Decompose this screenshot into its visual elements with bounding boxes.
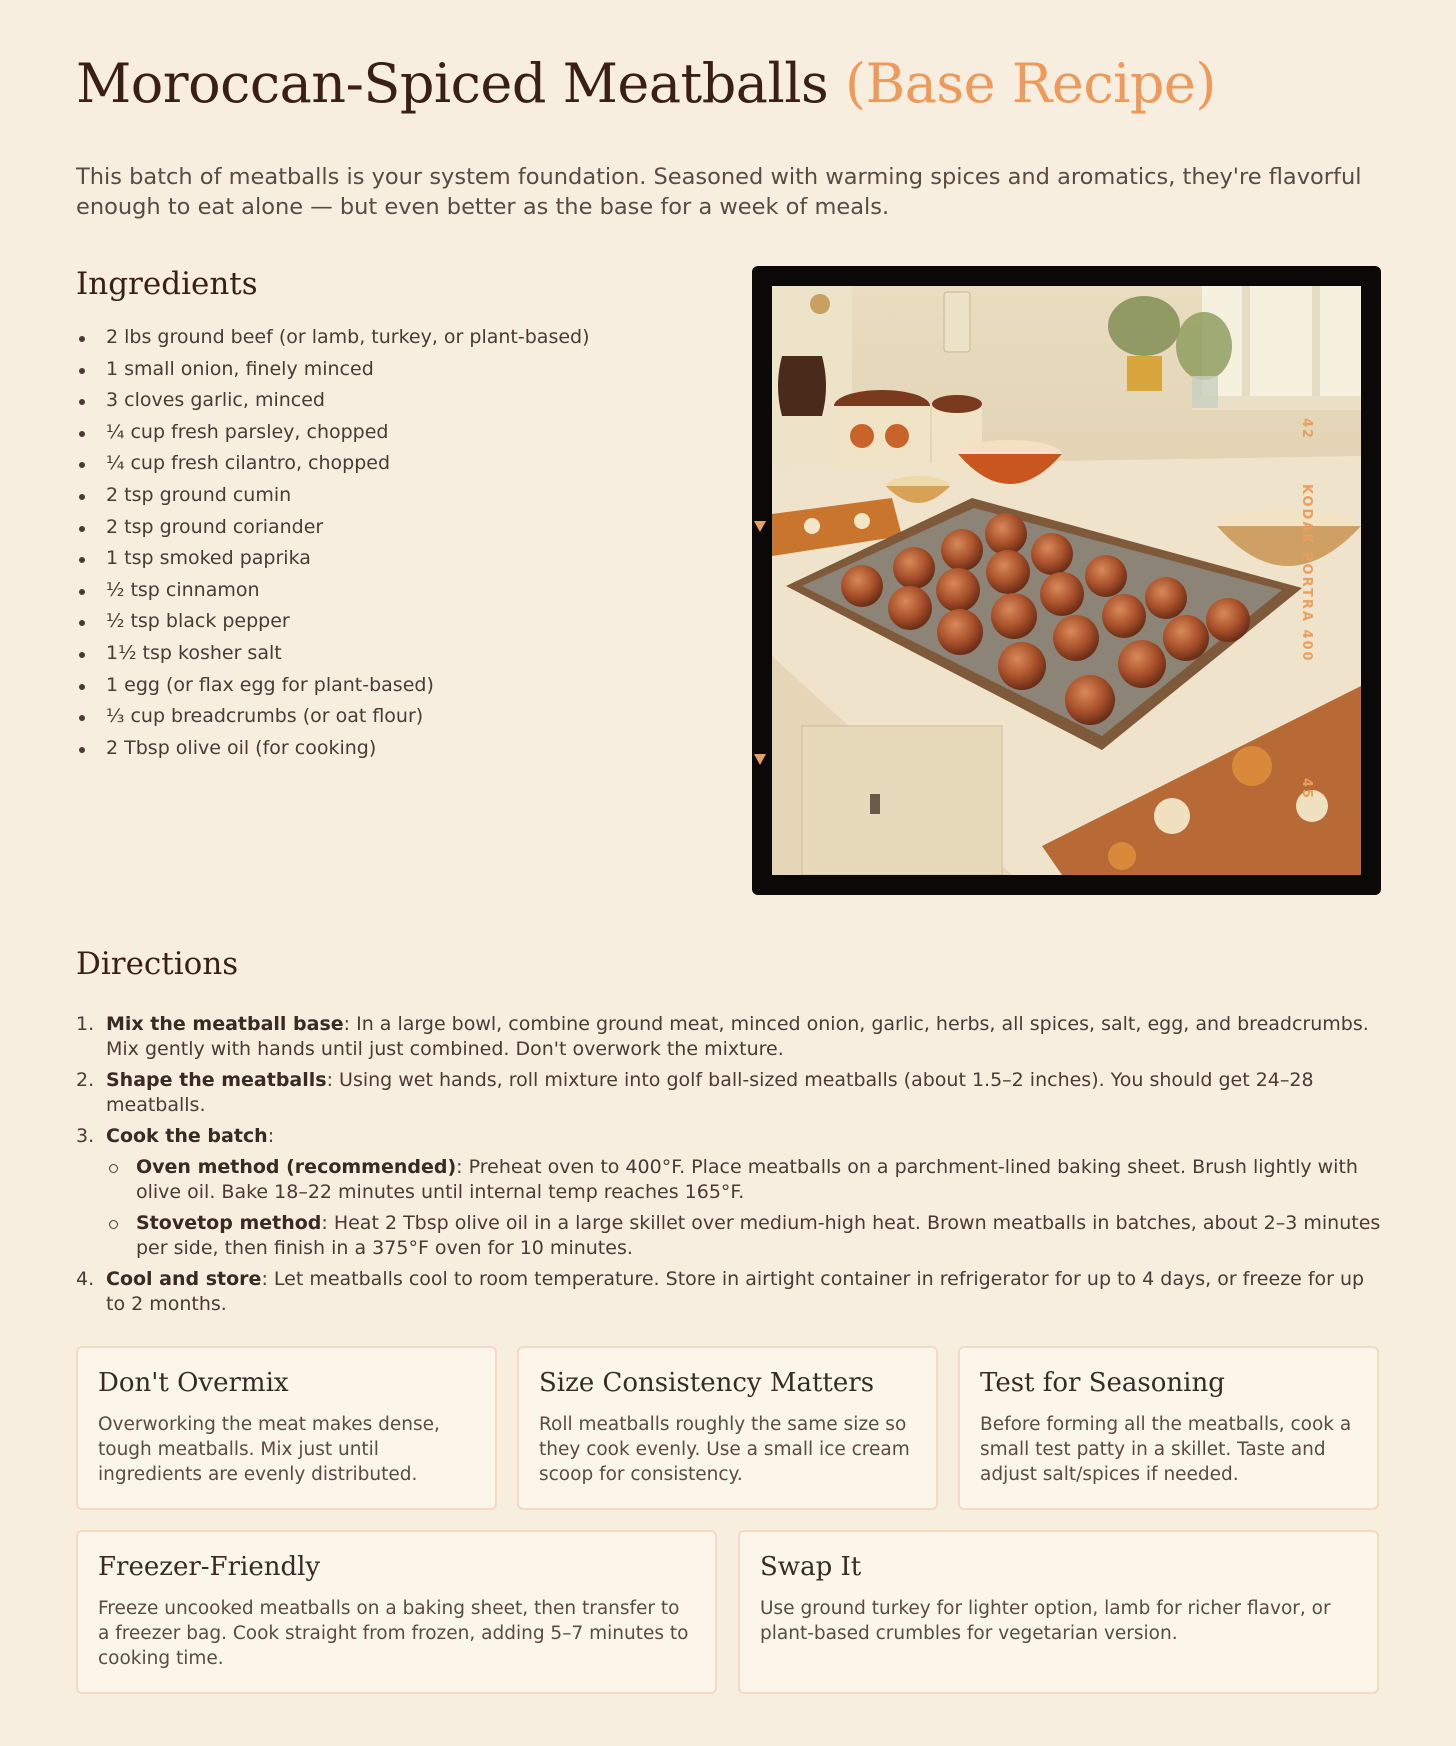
tip-text: Freeze uncooked meatballs on a baking sheet, then transfer to a freezer bag. Cook straight from frozen, adding 5–7 minutes to cooking time. [98, 1598, 689, 1669]
ingredient-item: 2 Tbsp olive oil (for cooking) [76, 733, 716, 765]
intro-paragraph: This batch of meatballs is your system foundation. Seasoned with warming spices and aromatics, they're flavorful enough to eat alone — but even better as the base for a week of meals. [76, 164, 1362, 220]
kitchen-illustration [772, 286, 1361, 875]
tip-card-test-seasoning [958, 1346, 1379, 1510]
step-number: 1. [76, 1013, 95, 1035]
meatballs-photo-frame [752, 266, 1381, 895]
ingredient-item: 1 egg (or flax egg for plant-based) [76, 670, 716, 702]
tip-title: Swap It [760, 1552, 862, 1582]
film-brand-label: KODAK PORTRA 400 [1299, 484, 1314, 663]
tip-card-freezer-friendly [76, 1530, 717, 1694]
cook-method-item [106, 1211, 1382, 1261]
step-number: 3. [76, 1125, 95, 1147]
film-arrow-icon [754, 754, 766, 765]
ingredient-item: 1½ tsp kosher salt [76, 638, 716, 670]
tip-title: Size Consistency Matters [539, 1368, 875, 1398]
ingredient-item: ¼ cup fresh cilantro, chopped [76, 448, 716, 480]
meatballs-photo [772, 286, 1361, 875]
step-title: Mix the meatball base [106, 1013, 344, 1035]
title-accent: (Base Recipe) [844, 52, 1216, 115]
method-title: Stovetop method [136, 1212, 322, 1234]
tip-card-size-consistency [517, 1346, 938, 1510]
title-main: Moroccan-Spiced Meatballs [76, 52, 829, 115]
step-text: : Let meatballs cool to room temperature. Store in airtight container in refrigerator for up to 4 days, or freeze for up to 2 months. [106, 1268, 1365, 1315]
ingredient-item: ⅓ cup breadcrumbs (or oat flour) [76, 701, 716, 733]
ingredient-item: ½ tsp black pepper [76, 606, 716, 638]
tip-title: Test for Seasoning [980, 1368, 1225, 1398]
ingredients-heading: Ingredients [76, 266, 258, 302]
film-arrow-icon [754, 521, 766, 532]
ingredient-item: 1 small onion, finely minced [76, 354, 716, 386]
ingredient-item: 2 tsp ground cumin [76, 480, 716, 512]
tip-text: Before forming all the meatballs, cook a small test patty in a skillet. Taste and adjust salt/spices if needed. [980, 1414, 1352, 1485]
directions-heading: Directions [76, 946, 239, 982]
tip-card-dont-overmix [76, 1346, 497, 1510]
step-title: Shape the meatballs [106, 1069, 327, 1091]
film-frame-number-top: 42 [1299, 418, 1314, 441]
ingredient-item: 3 cloves garlic, minced [76, 385, 716, 417]
step-title: Cook the batch [106, 1125, 268, 1147]
page-title [76, 52, 1216, 115]
direction-step [76, 1267, 1382, 1317]
step-text: : In a large bowl, combine ground meat, minced onion, garlic, herbs, all spices, salt, egg, and breadcrumbs. Mix gently with hands until just combined. Don't overwork the mixture. [106, 1013, 1369, 1060]
method-title: Oven method (recommended) [136, 1156, 457, 1178]
ingredient-item: 2 tsp ground coriander [76, 512, 716, 544]
ingredient-item: 1 tsp smoked paprika [76, 543, 716, 575]
cook-method-item [106, 1155, 1382, 1205]
tip-text: Use ground turkey for lighter option, lamb for richer flavor, or plant-based crumbles for vegetarian version. [760, 1598, 1331, 1644]
cook-methods-list [106, 1155, 1382, 1261]
directions-list [76, 1012, 1382, 1323]
direction-step [76, 1068, 1382, 1118]
ingredient-item: ¼ cup fresh parsley, chopped [76, 417, 716, 449]
ingredients-list [76, 322, 716, 764]
ingredient-item: 2 lbs ground beef (or lamb, turkey, or plant-based) [76, 322, 716, 354]
tip-title: Freezer-Friendly [98, 1552, 321, 1582]
method-text: : Preheat oven to 400°F. Place meatballs on a parchment-lined baking sheet. Brush lightly with olive oil. Bake 18–22 minutes until internal temp reaches 165°F. [136, 1156, 1358, 1203]
step-text: : Using wet hands, roll mixture into golf ball-sized meatballs (about 1.5–2 inches). You should get 24–28 meatballs. [106, 1069, 1314, 1116]
tip-card-swap-it [738, 1530, 1379, 1694]
direction-step [76, 1124, 1382, 1261]
tip-text: Overworking the meat makes dense, tough meatballs. Mix just until ingredients are evenly distributed. [98, 1414, 440, 1485]
ingredient-item: ½ tsp cinnamon [76, 575, 716, 607]
step-number: 4. [76, 1268, 95, 1290]
step-number: 2. [76, 1069, 95, 1091]
step-text: : [267, 1125, 275, 1147]
film-frame-number-bottom: 45 [1299, 778, 1314, 801]
tip-title: Don't Overmix [98, 1368, 289, 1398]
tip-text: Roll meatballs roughly the same size so they cook evenly. Use a small ice cream scoop for consistency. [539, 1414, 910, 1485]
step-title: Cool and store [106, 1268, 262, 1290]
direction-step [76, 1012, 1382, 1062]
method-text: : Heat 2 Tbsp olive oil in a large skillet over medium-high heat. Brown meatballs in batches, about 2–3 minutes per side, then finish in a 375°F oven for 10 minutes. [136, 1212, 1381, 1259]
